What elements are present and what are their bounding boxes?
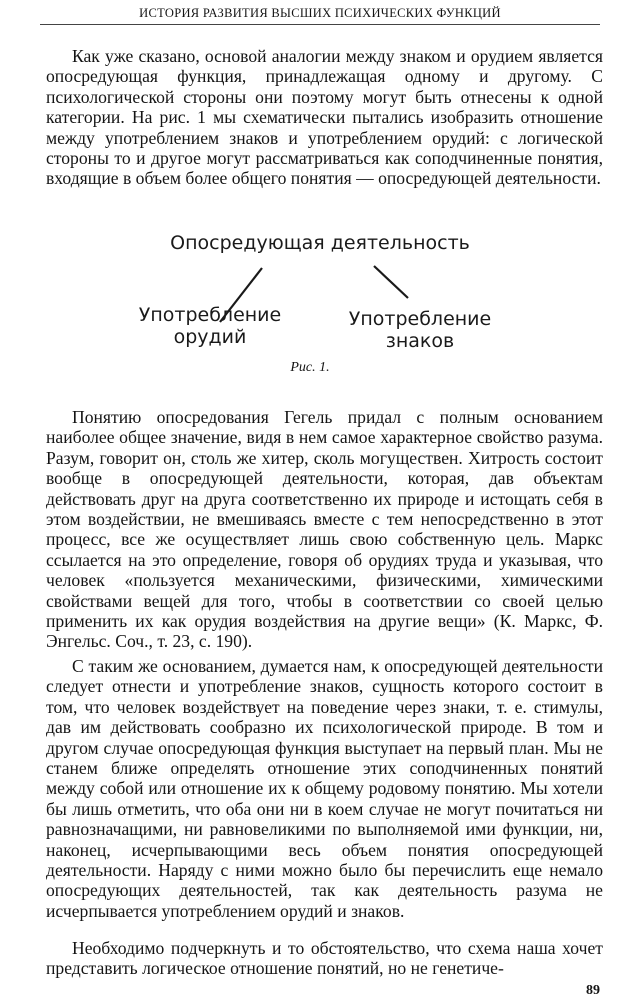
paragraph-2: Понятию опосредования Гегель придал с полным основанием наиболее общее значение, видя в нем самое характерное свойство разума. Разум, говорит он, столь же хитер, сколь могуществен. Хитрость состоит вообще в опосредующей деятельности, которая, дав объектам действовать друг на друга соответственно их природе и истощать себя в этом воздействии, не вмешиваясь вместе с тем непосредственно в этот процесс, все же осуществляет лишь свою собственную цель. Маркс ссылается на это определение, говоря об орудиях труда и указывая, что человек «пользуется механическими, физическими, химическими свойствами вещей для того, чтобы в соответствии со своей целью применить их как орудия воздействия на другие вещи» (К. Маркс, Ф. Энгельс. Соч., т. 23, с. 190).	[46, 407, 603, 652]
figure-diagram	[0, 224, 620, 354]
running-head: ИСТОРИЯ РАЗВИТИЯ ВЫСШИХ ПСИХИЧЕСКИХ ФУНКЦИЙ	[40, 6, 600, 25]
diagram-node-tool-use: Употребление орудий	[138, 304, 282, 348]
page-number: 89	[586, 983, 600, 998]
figure-caption: Рис. 1.	[290, 360, 330, 375]
paragraph-4: Необходимо подчеркнуть и то обстоятельство, что схема наша хочет представить логическое отношение понятий, но не генетиче-	[46, 938, 603, 979]
connector-right	[374, 266, 408, 298]
diagram-node-sign-use: Употребление знаков	[348, 308, 492, 352]
paragraph-1: Как уже сказано, основой аналогии между знаком и орудием является опосредующая функция, принадлежащая одному и другому. С психологической стороны они поэтому могут быть отнесены к одной категории. На рис. 1 мы схематически пытались изобразить отношение между употреблением знаков и употреблением орудий: с логической стороны то и другое могут рассматриваться как соподчиненные понятия, входящие в объем более общего понятия — опосредующей деятельности.	[46, 46, 603, 189]
diagram-node-mediating-activity: Опосредующая деятельность	[170, 232, 470, 254]
paragraph-3: С таким же основанием, думается нам, к опосредующей деятельности следует отнести и употребление знаков, сущность которого состоит в том, что человек воздействует на поведение через знаки, т. е. стимулы, дав им действовать сообразно их психологической природе. В том и другом случае опосредующая функция выступает на первый план. Мы не станем ближе определять отношение этих соподчиненных понятий между собой или отношение их к общему родовому понятию. Мы хотели бы лишь отметить, что оба они ни в коем случае не могут почитаться ни равнозначащими, ни равновеликими по выполняемой ими функции, ни, наконец, исчерпывающими весь объем понятия опосредующей деятельности. Наряду с ними можно было бы перечислить еще немало опосредующих деятельностей, так как деятельность разума не исчерпывается употреблением орудий и знаков.	[46, 656, 603, 921]
